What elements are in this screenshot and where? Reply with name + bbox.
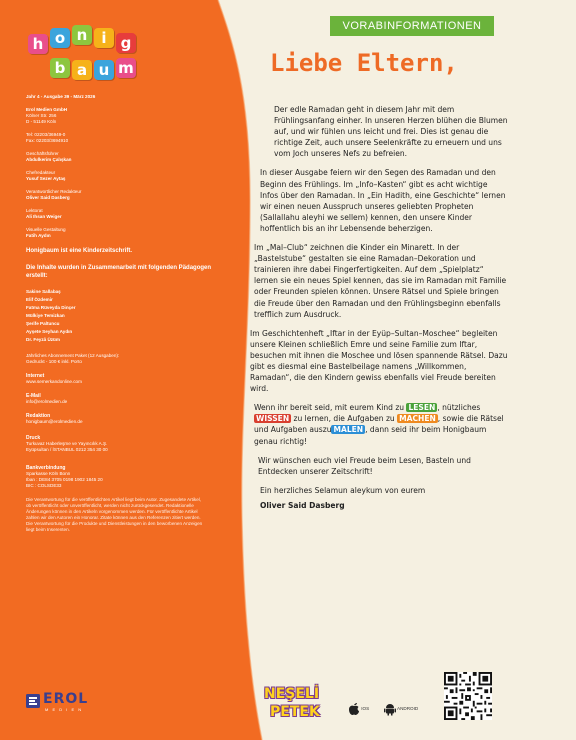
honigbaum-logo: [26, 24, 226, 84]
pedagogue: Şerife Paltuncu: [26, 321, 60, 326]
druck-line: Eyüpsultan / İSTANBUL 0212 354 30 00: [26, 447, 108, 452]
role-label: Visuelle Gestaltung: [26, 227, 66, 232]
role-block: [26, 170, 226, 182]
brand-sub: M E D I E N: [45, 707, 83, 712]
bank-block: [26, 465, 226, 489]
paragraph-3: Im „Mal–Club“ zeichnen die Kinder ein Minarett. In der „Bastelstube“ gestalten sie eine Ramadan–Dekoration und trainieren ihre dabei Fingerfertigkeiten. Auf dem „Spielplatz“ lernen sie ein neues Spiel kennen, das sie im Ramadan mit Familie oder Freunden spielen können. Unsere Rätsel und Spiele bringen die Freude über den Ramadan und den Frühlingsbeginn ebenfalls trefflich zum Ausdruck.: [254, 243, 507, 319]
role-label: Chefredakteur: [26, 170, 56, 175]
publisher-address: [26, 107, 226, 125]
pedagogue: Ayşete Seyhan Aydın: [26, 329, 73, 334]
role-block: [26, 189, 226, 201]
role-name: Fatih Aydın: [26, 233, 51, 238]
p5-text: zu lernen, die Aufgaben zu: [291, 414, 398, 424]
redaktion-label: Redaktion: [26, 413, 51, 419]
email-link[interactable]: info@erolmedien.de: [26, 399, 68, 404]
word-wissen: WISSEN: [256, 414, 290, 424]
fax: Fax: 02203/3694910: [26, 138, 69, 143]
paragraph-5: [246, 402, 508, 446]
logo-letter: b: [50, 58, 70, 78]
ios-label: IOS: [361, 706, 370, 712]
p5-text: Wenn ihr bereit seid, mit eurem Kind zu: [254, 403, 407, 413]
neseli-text: NEŞELİ: [264, 686, 320, 702]
apple-icon: [348, 702, 360, 716]
role-name: Ali Ihsan Weiger: [26, 214, 62, 219]
brand-name: EROL: [43, 691, 89, 707]
publisher-city: D - 51149 Köln: [26, 119, 57, 124]
logo-letter: o: [50, 28, 70, 48]
druck-line: Turkuvaz Haberleşme ve Yayıncılık A.Ş.: [26, 441, 108, 446]
internet-block: [26, 373, 226, 385]
internet-link[interactable]: www.semerkandonline.com: [26, 379, 82, 384]
logo-letter: i: [94, 28, 114, 48]
logo-letter: u: [94, 60, 114, 80]
subscription-line: Jährliches Abonnement Paket (12 Ausgaben):: [26, 353, 120, 358]
publisher-street: Kölner Str. 256: [26, 113, 57, 118]
logo-letter: m: [116, 58, 136, 78]
p5-text: , dann seid ihr beim Honigbaum genau richtig!: [254, 425, 487, 446]
paragraph-6: Wir wünschen euch viel Freude beim Lesen, Basteln und Entdecken unserer Zeitschrift!: [258, 455, 471, 476]
paragraph-2: In dieser Ausgabe feiern wir den Segen des Ramadan und den Beginn des Frühlings. Im „Info–Kasten“ gibt es acht wichtige Infos über den Ramadan. In „Ein Hadith, eine Geschichte“ lernen wir einen neuen Ausspruch unseres geliebten Propheten (Sallallahu aleyhi we sellem) kennen, den unsere Kinder hoffentlich bis an ihr Lebensende beherzigen.: [260, 168, 506, 233]
logo-letter: h: [28, 34, 48, 54]
pedagogue: Fatma Rüveyda Dinçer: [26, 305, 76, 310]
word-malen: MALEN: [333, 425, 364, 435]
petek-text: PETEK: [270, 704, 320, 720]
ios-app-link[interactable]: [348, 702, 369, 716]
druck-block: [26, 435, 226, 453]
paragraph-4: Im Geschichtenheft „Iftar in der Eyüp–Sultan–Moschee“ begleiten unsere Kleinen schließlich Emre und seine Familie zum Iftar, besuchen mit ihnen die Moschee und lösen spannende Rätsel. Dazu gibt es diesmal eine Bastelbeilage namens „Willkommen, Ramadan“, die den Kindern gewiss ebenfalls viel Freude bereiten wird.: [250, 328, 508, 394]
letter-title: Liebe Eltern,: [270, 49, 458, 77]
pedagogue-list: [26, 288, 226, 344]
qr-code[interactable]: [444, 672, 492, 720]
bank-line: BIC : COLSDE33: [26, 483, 62, 488]
issue-info: Jahr 4 - Ausgabe 39 - März 2026: [26, 94, 96, 99]
p5-text: , nützliches: [437, 403, 481, 413]
android-label: ANDROID: [397, 706, 419, 712]
pedagogue: Sakine Sallabaş: [26, 289, 61, 294]
role-name: Oliver Said Dasberg: [26, 195, 70, 200]
role-block: [26, 227, 226, 239]
erol-medien-logo: [26, 691, 126, 712]
druck-label: Druck: [26, 435, 41, 441]
word-lesen: LESEN: [408, 403, 436, 413]
erol-emblem-icon: [26, 694, 40, 708]
redaktion-block: [26, 413, 226, 425]
bank-line: Iban : DE84 3705 0198 1902 1845 20: [26, 477, 103, 482]
disclaimer: Die Verantwortung für die veröffentlichten Artikel liegt beim Autor. Zugesandete Artikel, ob veröffentlicht oder unveröffentlicht, werden nicht zurückgesendet. Redaktionelle Änderungen können in den Artikeln vorgenommen werden. Für veröffentlichte Artikel zahlen wir den Autoren ein Honorar. Zitate können aus den Referenzen zitiert werden. Die Verantwortung für die Produkte und Dienstleistungen in den beworbenen Anzeigen liegt beim Inserenten.: [26, 497, 203, 532]
role-label: Lektorat: [26, 208, 43, 213]
pedagogues-heading: Die Inhalte wurden in Zusammenarbeit mit folgenden Pädagogen erstellt:: [26, 265, 212, 279]
phone: Tel: 02203/36949-0: [26, 132, 66, 137]
role-name: Yusuf Sezer Aytaş: [26, 176, 66, 181]
tagline: Honigbaum ist eine Kinderzeitschrift.: [26, 248, 133, 254]
role-block: [26, 208, 226, 220]
publisher-name: Erol Medien GmbH: [26, 107, 68, 112]
email-block: [26, 393, 226, 405]
internet-label: Internet: [26, 373, 45, 379]
paragraph-1: Der edle Ramadan geht in diesem Jahr mit dem Frühlingsanfang einher. In unseren Herzen blühen die Blumen auf, und wir fühlen uns leicht und frei. Dies ist genau die richtige Zeit, auch unsere Seelenkräfte zu erneuern und uns vom Joch unseres Nefs zu befreien.: [274, 105, 508, 159]
section-banner: VORABINFORMATIONEN: [330, 16, 494, 36]
publisher-contact: [26, 132, 226, 144]
role-name: Abdulkerim Çalışkan: [26, 157, 72, 162]
pedagogue: Dr. Feyzâ Üzüm: [26, 337, 60, 342]
email-label: E-Mail: [26, 393, 41, 399]
paragraph-7: Ein herzliches Selamun aleykum von eurem: [260, 485, 426, 495]
subscription: [26, 353, 226, 365]
role-label: Geschäftsführer: [26, 151, 59, 156]
logo-letter: n: [72, 25, 92, 45]
word-machen: MACHEN: [399, 414, 436, 424]
neseli-petek-logo: [262, 684, 322, 728]
p5-text: , sowie die Rätsel und Aufgaben auszu: [254, 414, 504, 435]
imprint-sidebar: [26, 24, 226, 533]
android-icon: [384, 702, 396, 716]
bank-label: Bankverbindung: [26, 465, 66, 471]
logo-letter: g: [116, 33, 136, 53]
role-block: [26, 151, 226, 163]
subscription-line: Gedruckt - 100 € inkl. Porto: [26, 359, 82, 364]
pedagogue: Elif Özdemir: [26, 297, 53, 302]
redaktion-link[interactable]: honigbaum@erolmedien.de: [26, 419, 83, 424]
qr-code-graphic: [444, 672, 492, 720]
pedagogue: Mülkiye Temizkan: [26, 313, 65, 318]
android-app-link[interactable]: [384, 702, 418, 716]
bank-line: Sparkasse Köln Bonn: [26, 471, 71, 476]
role-label: Verantwortlicher Redakteur: [26, 189, 82, 194]
signature: Oliver Said Dasberg: [260, 500, 345, 510]
logo-letter: a: [72, 60, 92, 80]
letter-body: [246, 104, 508, 519]
